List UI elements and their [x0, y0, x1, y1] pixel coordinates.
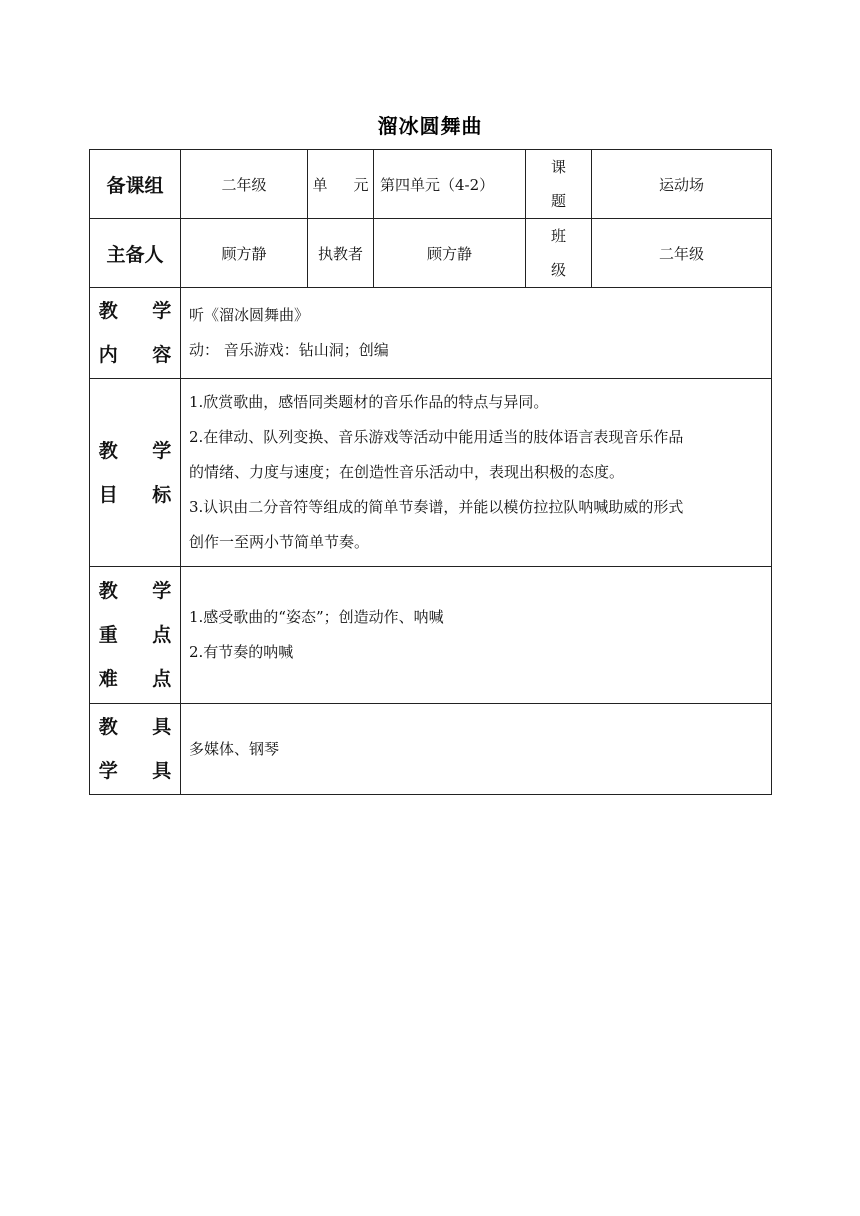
goals-line: 创作一至两小节简单节奏。 — [189, 533, 370, 551]
grade-value: 二年级 — [181, 150, 308, 219]
topic-label-char-1: 课 — [550, 158, 566, 176]
unit-label — [308, 150, 374, 219]
keypoints-line: 1.感受歌曲的“姿态”；创造动作、呐喊 — [189, 608, 444, 626]
keypoints-label-line-2: 重 点 — [98, 624, 186, 646]
table-row-content — [90, 288, 772, 379]
document-title: 溜冰圆舞曲 — [377, 114, 483, 138]
keypoints-label-line-3: 难 点 — [98, 668, 186, 690]
class-value: 二年级 — [592, 219, 772, 288]
tools-label-line-2: 学 具 — [98, 760, 186, 782]
tools-line: 多媒体、钢琴 — [189, 739, 280, 758]
keypoints-text — [181, 567, 772, 704]
class-label — [526, 219, 592, 288]
lesson-plan-table — [89, 149, 772, 795]
group-label: 备课组 — [90, 150, 181, 219]
class-label-char-1: 班 — [550, 227, 566, 245]
tools-label — [90, 704, 186, 795]
content-line: 动： 音乐游戏：钻山洞；创编 — [189, 341, 389, 359]
class-label-char-2: 级 — [550, 261, 566, 279]
goals-line: 3.认识由二分音符等组成的简单节奏谱，并能以模仿拉拉队呐喊助威的形式 — [189, 498, 684, 516]
goals-label-line-1: 教 学 — [98, 439, 186, 462]
goals-label — [90, 379, 186, 567]
table-row-keypoints — [90, 567, 772, 704]
goals-line: 2.在律动、队列变换、音乐游戏等活动中能用适当的肢体语言表现音乐作品 — [189, 428, 684, 446]
preparer-value: 顾方静 — [181, 219, 308, 288]
topic-label-char-2: 题 — [550, 192, 566, 210]
content-label-line-1: 教 学 — [98, 300, 186, 322]
tools-label-line-1: 教 具 — [98, 716, 186, 738]
keypoints-line: 2.有节奏的呐喊 — [189, 643, 294, 661]
table-row-group — [90, 150, 772, 219]
table-row-tools — [90, 704, 772, 795]
goals-text — [181, 379, 772, 567]
table-row-goals — [90, 379, 772, 567]
teacher-label: 执教者 — [308, 219, 374, 288]
content-line: 听《溜冰圆舞曲》 — [189, 306, 310, 324]
content-text — [181, 288, 772, 379]
teacher-value: 顾方静 — [374, 219, 526, 288]
keypoints-label — [90, 567, 186, 704]
goals-label-line-2: 目 标 — [98, 483, 186, 506]
preparer-label: 主备人 — [90, 219, 181, 288]
unit-label-char-1: 单 — [312, 175, 328, 194]
content-label — [90, 288, 186, 379]
topic-value: 运动场 — [592, 150, 772, 219]
keypoints-label-line-1: 教 学 — [98, 580, 186, 602]
unit-value: 第四单元（4-2） — [374, 150, 526, 219]
goals-line: 1.欣赏歌曲，感悟同类题材的音乐作品的特点与异同。 — [189, 393, 549, 411]
goals-line: 的情绪、力度与速度；在创造性音乐活动中，表现出积极的态度。 — [189, 463, 625, 481]
content-label-line-2: 内 容 — [98, 344, 186, 366]
table-row-preparer — [90, 219, 772, 288]
unit-label-char-2: 元 — [353, 175, 369, 194]
topic-label — [526, 150, 592, 219]
tools-text — [181, 704, 772, 795]
